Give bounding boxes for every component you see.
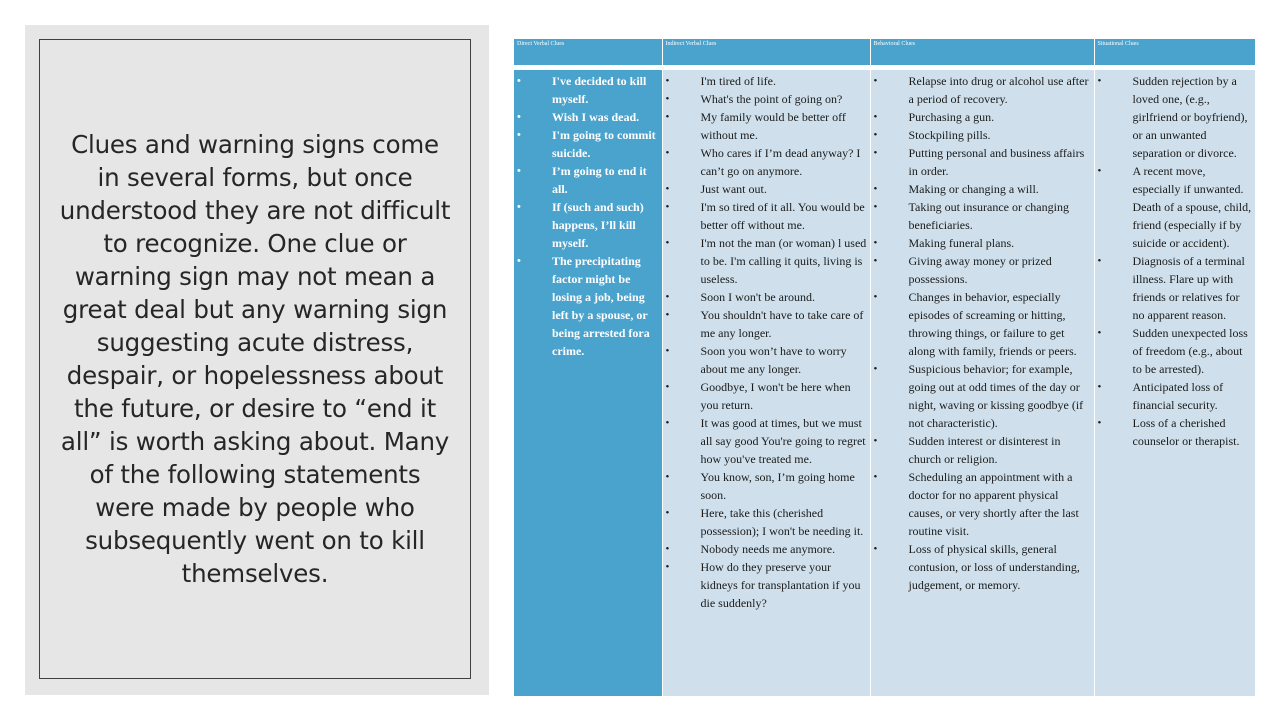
list-item: • Relapse into drug or alcohol use after a period of recovery. <box>871 72 1094 108</box>
list-item: • Goodbye, I won't be here when you return. <box>663 378 870 414</box>
indirect-verbal-clues-cell <box>662 68 870 697</box>
header-situational-clues: Situational Clues <box>1094 39 1255 68</box>
situational-clues-list <box>1095 70 1256 450</box>
behavioral-clues-cell <box>870 68 1094 697</box>
intro-text: Clues and warning signs come in several forms, but once understood they are not difficult to recognize. One clue or warning sign may not mean a great deal but any warning sign suggesting acute distress, despair, or hopelessness about the future, or desire to “end it all” is worth asking about. Many of the following statements were made by people who subsequently went on to kill themselves. <box>59 130 451 588</box>
list-item: • Who cares if I’m dead anyway? I can’t go on anymore. <box>663 144 870 180</box>
list-item: • Loss of physical skills, general contusion, or loss of understanding, judgement, or memory. <box>871 540 1094 594</box>
table-header-row <box>514 39 1255 68</box>
list-item: • You know, son, I’m going home soon. <box>663 468 870 504</box>
list-item: • Purchasing a gun. <box>871 108 1094 126</box>
list-item: • Making or changing a will. <box>871 180 1094 198</box>
list-item: • Diagnosis of a terminal illness. Flare up with friends or relatives for no apparent reason. <box>1095 252 1256 324</box>
direct-verbal-clues-list <box>514 70 662 360</box>
list-item: • Changes in behavior, especially episodes of screaming or hitting, throwing things, or failure to get along with family, friends or peers. <box>871 288 1094 360</box>
list-item: • Anticipated loss of financial security. <box>1095 378 1256 414</box>
list-item: • Putting personal and business affairs in order. <box>871 144 1094 180</box>
list-item: • Nobody needs me anymore. <box>663 540 870 558</box>
list-item: • Wish I was dead. <box>514 108 662 126</box>
list-item: • If (such and such) happens, I’ll kill myself. <box>514 198 662 252</box>
list-item: • Taking out insurance or changing beneficiaries. <box>871 198 1094 234</box>
list-item: • I'm so tired of it all. You would be better off without me. <box>663 198 870 234</box>
list-item: • Scheduling an appointment with a doctor for no apparent physical causes, or very shortly after the last routine visit. <box>871 468 1094 540</box>
direct-verbal-clues-cell <box>514 68 662 697</box>
situational-clues-cell <box>1094 68 1255 697</box>
header-behavioral-clues: Behavioral Clues <box>870 39 1094 68</box>
list-item: • How do they preserve your kidneys for transplantation if you die suddenly? <box>663 558 870 612</box>
intro-panel <box>25 25 489 695</box>
list-item: • What's the point of going on? <box>663 90 870 108</box>
list-item: • I’m going to end it all. <box>514 162 662 198</box>
list-item: • Giving away money or prized possessions. <box>871 252 1094 288</box>
list-item: • Sudden unexpected loss of freedom (e.g., about to be arrested). <box>1095 324 1256 378</box>
list-item: • The precipitating factor might be losing a job, being left by a spouse, or being arrested fora crime. <box>514 252 662 360</box>
list-item: • Sudden rejection by a loved one, (e.g., girlfriend or boyfriend), or an unwanted separation or divorce. <box>1095 72 1256 162</box>
list-item: • Suspicious behavior; for example, going out at odd times of the day or night, waving or kissing goodbye (if not characteristic). <box>871 360 1094 432</box>
list-item: • Soon you won’t have to worry about me any longer. <box>663 342 870 378</box>
intro-box <box>39 39 471 679</box>
list-item: • Just want out. <box>663 180 870 198</box>
behavioral-clues-list <box>871 70 1094 594</box>
list-item: • It was good at times, but we must all say good You're going to regret how you've treated me. <box>663 414 870 468</box>
list-item: • I've decided to kill myself. <box>514 72 662 108</box>
list-item: • Loss of a cherished counselor or therapist. <box>1095 414 1256 450</box>
list-item: • Sudden interest or disinterest in church or religion. <box>871 432 1094 468</box>
clues-table <box>514 39 1255 696</box>
indirect-verbal-clues-list <box>663 70 870 612</box>
list-item: • I'm not the man (or woman) l used to be. I'm calling it quits, living is useless. <box>663 234 870 288</box>
table-row <box>514 68 1255 697</box>
list-item: • I'm tired of life. <box>663 72 870 90</box>
list-item: • Soon I won't be around. <box>663 288 870 306</box>
header-direct-verbal-clues: Direct Verbal Clues <box>514 39 662 68</box>
list-item: • A recent move, especially if unwanted. Death of a spouse, child, friend (especially if by suicide or accident). <box>1095 162 1256 252</box>
list-item: • You shouldn't have to take care of me any longer. <box>663 306 870 342</box>
list-item: • Stockpiling pills. <box>871 126 1094 144</box>
list-item: • Making funeral plans. <box>871 234 1094 252</box>
list-item: • I'm going to commit suicide. <box>514 126 662 162</box>
header-indirect-verbal-clues: Indirect Verbal Clues <box>662 39 870 68</box>
list-item: • Here, take this (cherished possession); I won't be needing it. <box>663 504 870 540</box>
list-item: • My family would be better off without me. <box>663 108 870 144</box>
